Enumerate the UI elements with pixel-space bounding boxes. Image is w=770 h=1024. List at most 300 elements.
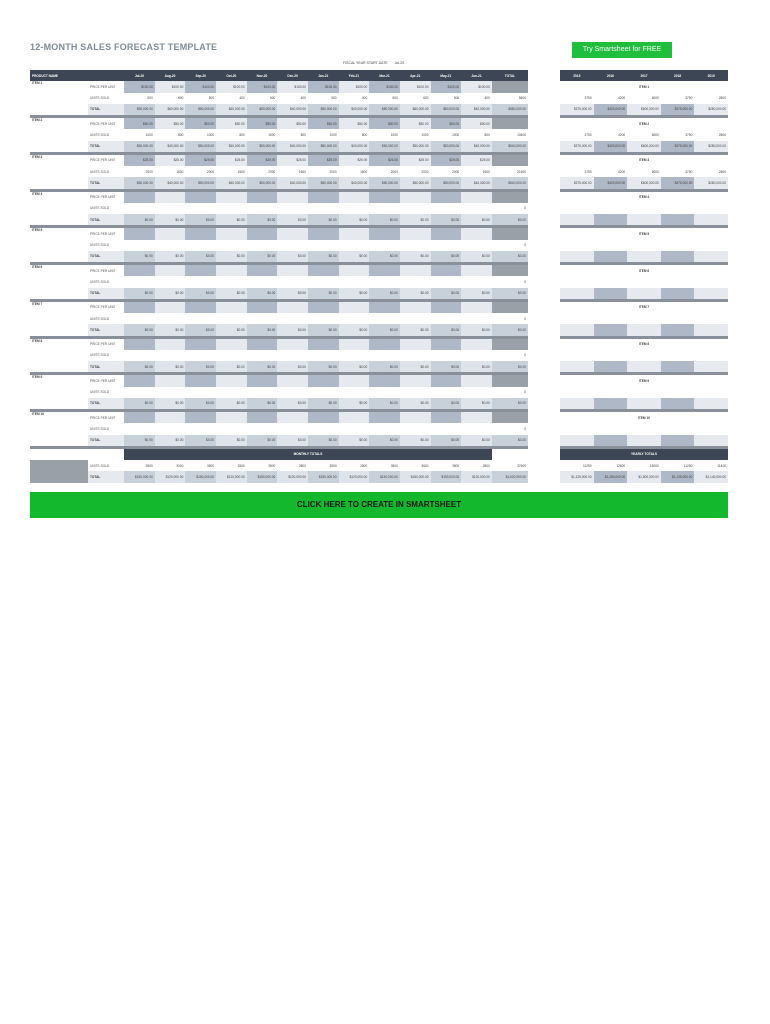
total-cell: $0.00 — [308, 361, 339, 372]
units-cell[interactable]: 500 — [392, 96, 398, 101]
price-cell[interactable] — [247, 339, 278, 350]
price-cell[interactable] — [124, 302, 155, 313]
price-cell[interactable]: $50.00 — [277, 118, 308, 129]
total-cell: $0.00 — [277, 214, 308, 225]
price-cell[interactable] — [155, 228, 186, 239]
price-cell[interactable] — [247, 265, 278, 276]
units-cell[interactable] — [247, 240, 278, 251]
total-cell: $0.00 — [247, 361, 278, 372]
units-cell[interactable] — [400, 350, 431, 361]
price-cell[interactable] — [216, 192, 247, 203]
units-cell[interactable]: 2000 — [421, 169, 429, 174]
yearly-units-cell[interactable]: 6000 — [651, 169, 659, 174]
price-cell[interactable] — [155, 375, 186, 386]
units-cell[interactable] — [461, 276, 492, 287]
units-cell[interactable] — [277, 313, 308, 324]
price-cell[interactable] — [339, 228, 370, 239]
units-cell[interactable]: 1000 — [145, 132, 153, 137]
units-cell[interactable] — [247, 423, 278, 434]
yearly-units-cell[interactable] — [627, 313, 661, 324]
price-cell[interactable]: $50.00 — [308, 118, 339, 129]
units-cell[interactable]: 800 — [300, 132, 306, 137]
price-cell[interactable]: $50.00 — [247, 118, 278, 129]
units-cell[interactable] — [461, 203, 492, 214]
yearly-units-cell[interactable] — [594, 240, 628, 251]
price-cell[interactable] — [124, 339, 155, 350]
price-cell[interactable]: $100.00 — [400, 81, 431, 92]
yearly-units-cell[interactable] — [594, 350, 628, 361]
price-cell[interactable] — [369, 412, 400, 423]
units-cell[interactable]: 400 — [484, 96, 490, 101]
price-cell[interactable]: $50.00 — [431, 118, 462, 129]
price-cell[interactable] — [277, 302, 308, 313]
yearly-units-cell[interactable] — [560, 350, 594, 361]
units-cell[interactable] — [124, 350, 155, 361]
yearly-units-cell[interactable] — [560, 423, 594, 434]
yearly-units-cell[interactable] — [694, 276, 728, 287]
units-cell[interactable]: 1000 — [452, 132, 460, 137]
price-cell[interactable] — [369, 375, 400, 386]
units-cell[interactable] — [339, 350, 370, 361]
price-cell[interactable]: $25.00 — [339, 155, 370, 166]
price-cell[interactable] — [339, 302, 370, 313]
price-cell[interactable] — [339, 339, 370, 350]
yearly-units-cell[interactable] — [627, 350, 661, 361]
units-cell[interactable]: 1000 — [268, 132, 276, 137]
units-cell[interactable] — [216, 313, 247, 324]
units-cell[interactable] — [431, 276, 462, 287]
price-cell[interactable] — [216, 265, 247, 276]
price-cell[interactable]: $25.00 — [369, 155, 400, 166]
units-cell[interactable] — [308, 313, 339, 324]
units-cell[interactable] — [155, 313, 186, 324]
units-cell[interactable]: 400 — [300, 96, 306, 101]
units-cell[interactable] — [308, 350, 339, 361]
units-cell[interactable]: 1600 — [360, 169, 368, 174]
price-cell[interactable] — [369, 339, 400, 350]
price-cell[interactable]: $100.00 — [339, 81, 370, 92]
yearly-units-cell[interactable]: 3750 — [685, 132, 693, 137]
price-cell[interactable]: $25.00 — [247, 155, 278, 166]
units-cell[interactable] — [431, 203, 462, 214]
units-cell[interactable] — [216, 423, 247, 434]
price-cell[interactable] — [461, 375, 492, 386]
units-cell[interactable]: 1000 — [329, 132, 337, 137]
price-cell[interactable] — [431, 302, 462, 313]
price-cell[interactable] — [431, 339, 462, 350]
price-cell[interactable]: $50.00 — [185, 118, 216, 129]
units-cell[interactable] — [185, 276, 216, 287]
total-cell: $50,000.00 — [431, 141, 462, 152]
price-cell[interactable] — [431, 228, 462, 239]
price-cell[interactable]: $50.00 — [400, 118, 431, 129]
units-cell[interactable] — [124, 313, 155, 324]
price-cell[interactable] — [247, 192, 278, 203]
yearly-units-cell[interactable] — [560, 240, 594, 251]
units-cell[interactable] — [339, 313, 370, 324]
units-cell[interactable]: 400 — [361, 96, 368, 101]
price-cell[interactable] — [400, 412, 431, 423]
price-cell[interactable] — [124, 228, 155, 239]
units-cell[interactable] — [431, 387, 462, 398]
price-cell[interactable] — [277, 375, 308, 386]
units-cell[interactable] — [155, 203, 186, 214]
price-cell[interactable] — [339, 375, 370, 386]
price-cell[interactable] — [124, 375, 155, 386]
yearly-units-cell[interactable] — [694, 387, 728, 398]
yearly-units-cell[interactable] — [594, 387, 628, 398]
price-cell[interactable]: $100.00 — [155, 81, 186, 92]
price-cell[interactable] — [461, 192, 492, 203]
yearly-units-cell[interactable] — [594, 313, 628, 324]
yearly-units-cell[interactable] — [560, 276, 594, 287]
units-cell[interactable] — [124, 387, 155, 398]
price-cell[interactable] — [277, 228, 308, 239]
units-cell[interactable] — [155, 350, 186, 361]
units-cell[interactable]: 500 — [269, 96, 276, 101]
price-cell[interactable] — [400, 375, 431, 386]
yearly-units-cell[interactable] — [627, 423, 661, 434]
units-cell[interactable] — [339, 276, 370, 287]
units-cell[interactable] — [369, 350, 400, 361]
price-cell[interactable]: $100.00 — [431, 81, 462, 92]
units-cell[interactable] — [185, 423, 216, 434]
yearly-units-cell[interactable] — [694, 313, 728, 324]
price-cell[interactable] — [308, 192, 339, 203]
price-cell[interactable] — [277, 192, 308, 203]
units-cell[interactable] — [400, 387, 431, 398]
units-cell[interactable] — [369, 313, 400, 324]
price-cell[interactable]: $100.00 — [369, 81, 400, 92]
price-cell[interactable]: $25.00 — [277, 155, 308, 166]
price-cell[interactable]: $50.00 — [216, 118, 247, 129]
total-cell: $0.00 — [369, 361, 400, 372]
price-cell[interactable] — [216, 412, 247, 423]
units-cell[interactable] — [247, 350, 278, 361]
price-cell[interactable]: $25.00 — [124, 155, 155, 166]
price-cell[interactable] — [247, 375, 278, 386]
price-cell[interactable] — [308, 265, 339, 276]
total-cell: $0.00 — [124, 361, 155, 372]
yearly-units-cell[interactable] — [661, 203, 695, 214]
yearly-units-cell[interactable] — [627, 387, 661, 398]
yearly-units-cell[interactable] — [661, 313, 695, 324]
yearly-units-cell[interactable] — [661, 350, 695, 361]
units-cell[interactable] — [216, 240, 247, 251]
yearly-units-cell[interactable] — [560, 313, 594, 324]
units-cell[interactable]: 600 — [178, 96, 184, 101]
units-cell[interactable]: 2000 — [329, 169, 337, 174]
units-cell[interactable] — [461, 387, 492, 398]
yearly-units-cell[interactable]: 4200 — [618, 96, 626, 101]
price-cell[interactable]: $100.00 — [185, 81, 216, 92]
price-cell[interactable] — [308, 339, 339, 350]
yearly-units-cell[interactable]: 6000 — [651, 96, 659, 101]
units-cell[interactable] — [124, 203, 155, 214]
units-cell[interactable] — [339, 240, 370, 251]
units-cell[interactable] — [308, 203, 339, 214]
units-cell[interactable]: 1600 — [482, 169, 490, 174]
units-cell[interactable]: 2000 — [145, 169, 153, 174]
yearly-units-cell[interactable]: 2800 — [718, 169, 726, 174]
units-cell[interactable] — [339, 387, 370, 398]
price-cell[interactable] — [308, 302, 339, 313]
yearly-units-cell[interactable] — [694, 350, 728, 361]
price-cell[interactable]: $25.00 — [216, 155, 247, 166]
price-cell[interactable] — [461, 265, 492, 276]
units-cell[interactable] — [216, 350, 247, 361]
price-cell[interactable]: $100.00 — [124, 81, 155, 92]
price-cell[interactable] — [369, 265, 400, 276]
price-cell[interactable]: $50.00 — [461, 118, 492, 129]
price-total-cell — [492, 375, 528, 386]
try-smartsheet-button[interactable]: Try Smartsheet for FREE — [572, 42, 672, 58]
yearly-units-cell[interactable] — [627, 203, 661, 214]
units-cell[interactable] — [277, 240, 308, 251]
units-cell[interactable] — [155, 276, 186, 287]
units-cell[interactable]: 2000 — [390, 169, 398, 174]
price-cell[interactable] — [461, 228, 492, 239]
units-cell[interactable]: 1000 — [206, 132, 215, 137]
units-cell[interactable]: 500 — [331, 96, 337, 101]
units-cell[interactable] — [400, 240, 431, 251]
units-cell[interactable] — [369, 240, 400, 251]
yearly-units-cell[interactable]: 3750 — [584, 96, 592, 101]
units-cell[interactable] — [124, 423, 155, 434]
price-cell[interactable] — [400, 302, 431, 313]
units-cell[interactable] — [339, 203, 370, 214]
price-cell[interactable] — [185, 228, 216, 239]
units-cell[interactable] — [431, 313, 462, 324]
price-cell[interactable] — [185, 192, 216, 203]
price-cell[interactable] — [216, 375, 247, 386]
price-cell[interactable] — [461, 302, 492, 313]
price-cell[interactable] — [369, 192, 400, 203]
yearly-units-cell[interactable]: 3750 — [685, 169, 693, 174]
units-cell[interactable] — [339, 423, 370, 434]
price-cell[interactable] — [461, 412, 492, 423]
yearly-units-cell[interactable]: 6000 — [651, 132, 659, 137]
units-cell[interactable] — [369, 423, 400, 434]
price-cell[interactable] — [185, 302, 216, 313]
price-cell[interactable]: $25.00 — [155, 155, 186, 166]
yearly-units-cell[interactable] — [661, 240, 695, 251]
units-cell[interactable] — [216, 387, 247, 398]
units-cell[interactable] — [308, 240, 339, 251]
price-cell[interactable] — [155, 192, 186, 203]
units-cell[interactable]: 1600 — [237, 169, 245, 174]
units-cell[interactable] — [247, 313, 278, 324]
price-cell[interactable]: $50.00 — [124, 118, 155, 129]
units-cell[interactable]: 800 — [178, 132, 184, 137]
units-cell[interactable] — [400, 423, 431, 434]
units-cell[interactable] — [277, 350, 308, 361]
price-cell[interactable]: $100.00 — [277, 81, 308, 92]
price-cell[interactable]: $25.00 — [461, 155, 492, 166]
units-cell[interactable] — [431, 350, 462, 361]
yearly-units-cell[interactable]: 3750 — [584, 169, 592, 174]
units-cell[interactable] — [155, 423, 186, 434]
units-cell[interactable] — [369, 387, 400, 398]
price-cell[interactable] — [216, 302, 247, 313]
units-cell[interactable] — [431, 423, 462, 434]
yearly-units-cell[interactable] — [560, 203, 594, 214]
units-cell[interactable] — [216, 276, 247, 287]
units-cell[interactable] — [308, 387, 339, 398]
units-cell[interactable] — [124, 240, 155, 251]
units-cell[interactable]: 500 — [208, 96, 215, 101]
units-cell[interactable] — [185, 387, 216, 398]
units-cell[interactable]: 800 — [239, 132, 245, 137]
units-cell[interactable] — [369, 276, 400, 287]
price-cell[interactable] — [308, 228, 339, 239]
units-cell[interactable]: 2000 — [268, 169, 276, 174]
price-cell[interactable]: $25.00 — [308, 155, 339, 166]
price-cell[interactable]: $100.00 — [461, 81, 492, 92]
units-cell[interactable] — [308, 276, 339, 287]
price-cell[interactable]: $50.00 — [339, 118, 370, 129]
create-in-smartsheet-button[interactable]: CLICK HERE TO CREATE IN SMARTSHEET — [30, 492, 728, 518]
units-cell[interactable] — [124, 276, 155, 287]
yearly-units-cell[interactable] — [694, 240, 728, 251]
units-cell[interactable] — [185, 203, 216, 214]
price-cell[interactable] — [369, 228, 400, 239]
price-cell[interactable] — [247, 228, 278, 239]
units-cell[interactable]: 500 — [147, 96, 153, 101]
units-cell[interactable]: 2000 — [206, 169, 215, 174]
fiscal-year-value[interactable]: Jul-20 — [394, 61, 405, 65]
price-cell[interactable] — [155, 265, 186, 276]
units-cell[interactable] — [400, 276, 431, 287]
units-cell[interactable] — [400, 313, 431, 324]
price-cell[interactable] — [247, 302, 278, 313]
units-cell[interactable] — [277, 203, 308, 214]
price-cell[interactable] — [339, 265, 370, 276]
units-cell[interactable]: 2000 — [452, 169, 460, 174]
units-cell[interactable] — [277, 387, 308, 398]
units-cell[interactable]: 600 — [423, 96, 429, 101]
units-cell[interactable] — [277, 276, 308, 287]
price-cell[interactable] — [461, 339, 492, 350]
units-cell[interactable] — [431, 240, 462, 251]
units-cell[interactable] — [369, 203, 400, 214]
units-cell[interactable]: 1000 — [390, 132, 398, 137]
units-cell[interactable] — [461, 423, 492, 434]
yearly-units-cell[interactable] — [661, 423, 695, 434]
price-cell[interactable] — [431, 265, 462, 276]
units-cell[interactable]: 800 — [361, 132, 368, 137]
price-cell[interactable] — [308, 375, 339, 386]
price-cell[interactable] — [277, 412, 308, 423]
units-cell[interactable]: 400 — [239, 96, 245, 101]
price-cell[interactable]: $50.00 — [369, 118, 400, 129]
price-cell[interactable] — [400, 265, 431, 276]
units-cell[interactable] — [216, 203, 247, 214]
units-cell[interactable]: 500 — [453, 96, 460, 101]
price-cell[interactable]: $100.00 — [247, 81, 278, 92]
price-cell[interactable] — [185, 375, 216, 386]
units-cell[interactable] — [185, 350, 216, 361]
price-cell[interactable] — [124, 265, 155, 276]
price-cell[interactable] — [400, 192, 431, 203]
price-cell[interactable] — [216, 339, 247, 350]
yearly-units-cell[interactable]: 4200 — [618, 132, 626, 137]
yearly-units-cell[interactable] — [594, 276, 628, 287]
price-cell[interactable] — [185, 339, 216, 350]
price-cell[interactable]: $25.00 — [185, 155, 216, 166]
price-cell[interactable] — [400, 339, 431, 350]
yearly-units-cell[interactable] — [627, 240, 661, 251]
units-cell[interactable]: 800 — [484, 132, 490, 137]
price-cell[interactable] — [185, 412, 216, 423]
units-cell[interactable] — [247, 203, 278, 214]
units-cell[interactable] — [155, 240, 186, 251]
price-cell[interactable] — [247, 412, 278, 423]
price-cell[interactable]: $25.00 — [400, 155, 431, 166]
price-cell[interactable]: $25.00 — [431, 155, 462, 166]
price-cell[interactable] — [216, 228, 247, 239]
units-cell[interactable]: 1600 — [176, 169, 184, 174]
yearly-units-cell[interactable] — [661, 387, 695, 398]
yearly-units-cell[interactable] — [560, 387, 594, 398]
price-cell[interactable] — [155, 412, 186, 423]
yearly-units-cell[interactable] — [694, 203, 728, 214]
yearly-units-cell[interactable] — [627, 276, 661, 287]
price-cell[interactable] — [155, 302, 186, 313]
price-cell[interactable]: $100.00 — [308, 81, 339, 92]
yearly-units-cell[interactable]: 3750 — [584, 132, 592, 137]
units-cell[interactable] — [461, 313, 492, 324]
price-cell[interactable] — [431, 375, 462, 386]
price-cell[interactable] — [431, 412, 462, 423]
yearly-units-cell[interactable]: 3750 — [685, 96, 693, 101]
price-cell[interactable] — [185, 265, 216, 276]
yearly-units-cell[interactable]: 2800 — [718, 96, 726, 101]
units-cell[interactable] — [400, 203, 431, 214]
price-cell[interactable] — [308, 412, 339, 423]
units-cell[interactable]: 1000 — [421, 132, 429, 137]
units-cell[interactable] — [185, 313, 216, 324]
price-cell[interactable] — [339, 412, 370, 423]
yearly-units-cell[interactable] — [694, 423, 728, 434]
units-cell[interactable] — [155, 387, 186, 398]
units-cell[interactable] — [308, 423, 339, 434]
units-cell[interactable] — [461, 350, 492, 361]
yearly-units-cell[interactable]: 4200 — [618, 169, 626, 174]
price-cell[interactable]: $50.00 — [155, 118, 186, 129]
price-cell[interactable] — [431, 192, 462, 203]
price-cell[interactable] — [369, 302, 400, 313]
price-cell[interactable] — [155, 339, 186, 350]
price-cell[interactable] — [277, 339, 308, 350]
price-cell[interactable] — [124, 412, 155, 423]
yearly-units-cell[interactable] — [594, 423, 628, 434]
yearly-units-cell[interactable] — [661, 276, 695, 287]
yearly-units-cell[interactable] — [594, 203, 628, 214]
units-cell[interactable] — [247, 387, 278, 398]
units-cell[interactable]: 1600 — [298, 169, 306, 174]
price-cell[interactable]: $100.00 — [216, 81, 247, 92]
price-cell[interactable] — [339, 192, 370, 203]
price-cell[interactable] — [400, 228, 431, 239]
units-cell[interactable] — [247, 276, 278, 287]
units-cell[interactable] — [461, 240, 492, 251]
yearly-units-cell[interactable]: 2800 — [718, 132, 726, 137]
price-cell[interactable] — [277, 265, 308, 276]
units-cell[interactable] — [277, 423, 308, 434]
price-cell[interactable] — [124, 192, 155, 203]
units-cell[interactable] — [185, 240, 216, 251]
